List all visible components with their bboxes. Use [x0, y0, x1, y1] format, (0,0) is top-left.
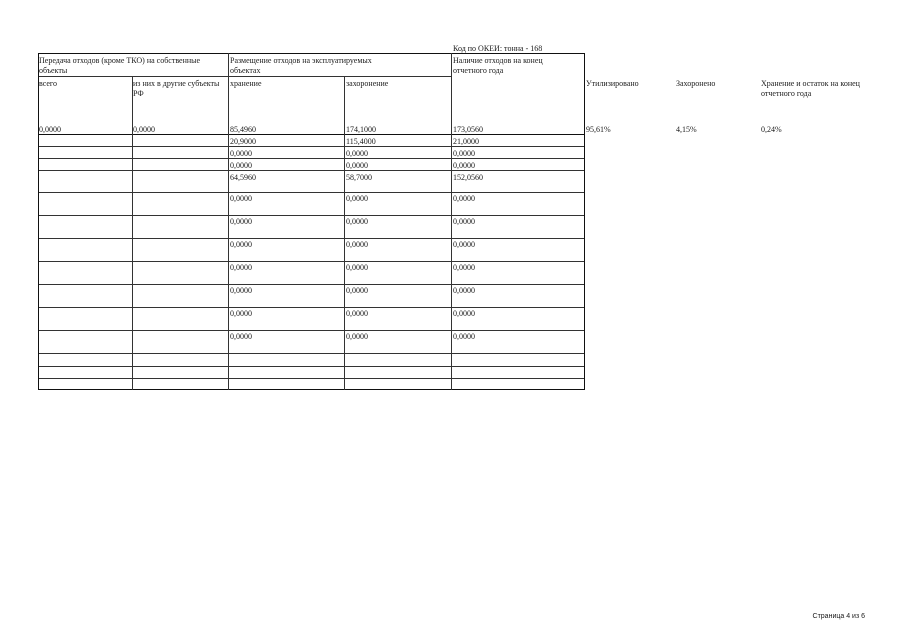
table-cell-presence: 0,0000 [453, 240, 475, 249]
table-cell-storage: 0,0000 [230, 309, 252, 318]
table-cell-other: 0,0000 [133, 125, 155, 134]
table-cell-presence: 152,0560 [453, 173, 483, 182]
table-cell-burial: 0,0000 [346, 161, 368, 170]
utilized-value: 95,61% [586, 125, 611, 134]
table-cell-storage: 0,0000 [230, 194, 252, 203]
header-placement-group: Размещение отходов на эксплуатируемых объектах [230, 56, 372, 75]
table-cell-burial: 58,7000 [346, 173, 372, 182]
table-cell-storage: 0,0000 [230, 217, 252, 226]
table-cell-burial: 0,0000 [346, 286, 368, 295]
table-cell-storage: 0,0000 [230, 161, 252, 170]
buried-label: Захоронено [676, 79, 716, 88]
table-cell-burial: 0,0000 [346, 263, 368, 272]
table-cell-burial: 0,0000 [346, 332, 368, 341]
header-transfer-other: из них в другие субъекты РФ [133, 79, 220, 98]
table-cell-burial: 0,0000 [346, 194, 368, 203]
table-cell-burial: 0,0000 [346, 149, 368, 158]
table-cell-presence: 173,0560 [453, 125, 483, 134]
table-cell-storage: 20,9000 [230, 137, 256, 146]
header-transfer-total: всего [39, 79, 58, 88]
page-number: Страница 4 из 6 [812, 613, 865, 620]
table-cell-presence: 0,0000 [453, 217, 475, 226]
header-transfer-group: Передача отходов (кроме ТКО) на собственные объекты [39, 56, 201, 75]
buried-value: 4,15% [676, 125, 697, 134]
stored-value: 0,24% [761, 125, 782, 134]
utilized-label: Утилизировано [586, 79, 639, 88]
table-cell-total: 0,0000 [39, 125, 61, 134]
stored-label: Хранение и остаток на конец отчетного года [761, 79, 860, 98]
table-cell-presence: 0,0000 [453, 332, 475, 341]
table-cell-burial: 115,4000 [346, 137, 376, 146]
header-storage: хранение [230, 79, 262, 88]
table-cell-storage: 85,4960 [230, 125, 256, 134]
table-cell-presence: 21,0000 [453, 137, 479, 146]
header-presence: Наличие отходов на конец отчетного года [453, 56, 543, 75]
table-cell-burial: 0,0000 [346, 240, 368, 249]
table-cell-presence: 0,0000 [453, 194, 475, 203]
okei-code: Код по ОКЕИ: тонна - 168 [453, 44, 543, 53]
table-cell-presence: 0,0000 [453, 286, 475, 295]
table-cell-storage: 0,0000 [230, 149, 252, 158]
table-cell-burial: 0,0000 [346, 309, 368, 318]
table-cell-storage: 0,0000 [230, 332, 252, 341]
table-cell-presence: 0,0000 [453, 309, 475, 318]
table-cell-burial: 0,0000 [346, 217, 368, 226]
table-cell-storage: 0,0000 [230, 240, 252, 249]
table-cell-presence: 0,0000 [453, 161, 475, 170]
table-cell-presence: 0,0000 [453, 263, 475, 272]
table-cell-burial: 174,1000 [346, 125, 376, 134]
table-cell-storage: 0,0000 [230, 286, 252, 295]
table-cell-storage: 64,5960 [230, 173, 256, 182]
table-cell-storage: 0,0000 [230, 263, 252, 272]
header-burial: захоронение [346, 79, 389, 88]
table-cell-presence: 0,0000 [453, 149, 475, 158]
